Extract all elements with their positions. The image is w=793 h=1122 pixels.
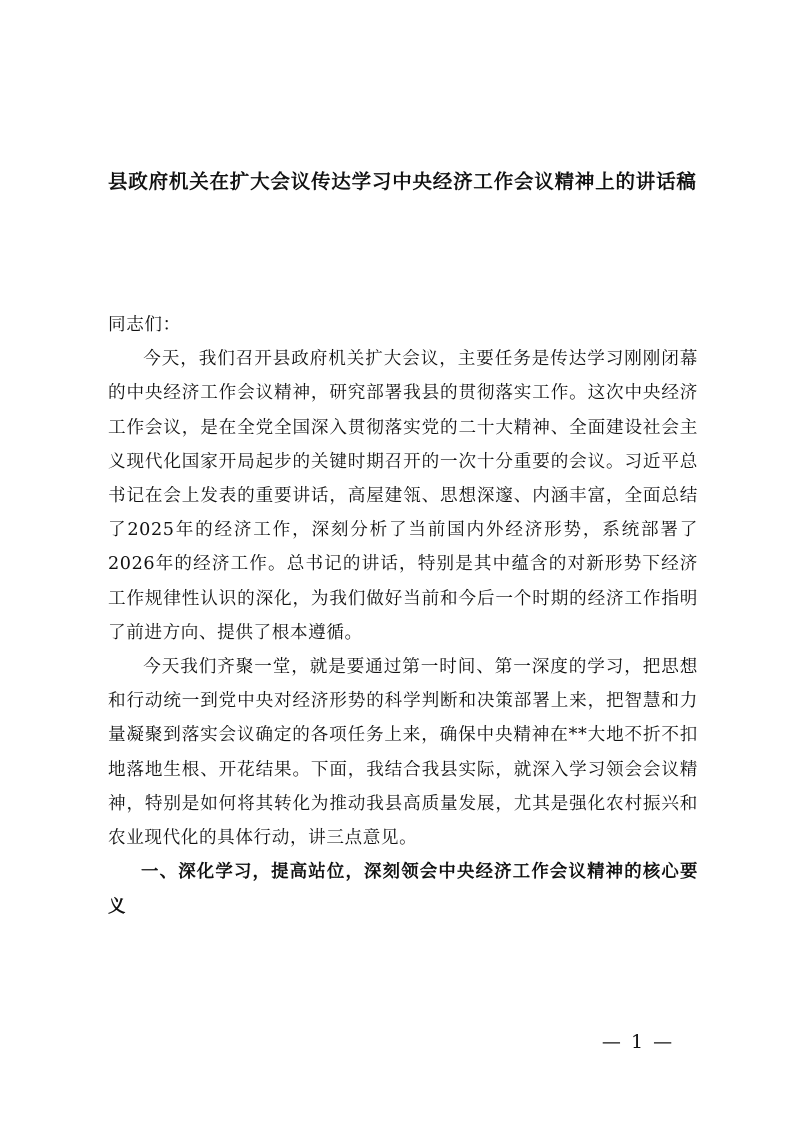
page-number: — 1 — xyxy=(601,1031,675,1053)
paragraph-opening: 今天，我们召开县政府机关扩大会议，主要任务是传达学习刚刚闭幕的中央经济工作会议精神，研究部署我县的贯彻落实工作。这次中央经济工作会议，是在全党全国深入贯彻落实党的二十大精神、全面建设社会主义现代化国家开局起步的关键时期召开的一次十分重要的会议。习近平总书记在会上发表的重要讲话，高屋建瓴、思想深邃、内涵丰富，全面总结了2025年的经济工作，深刻分析了当前国内外经济形势，系统部署了2026年的经济工作。总书记的讲话，特别是其中蕴含的对新形势下经济工作规律性认识的深化，为我们做好当前和今后一个时期的经济工作指明了前进方向、提供了根本遵循。 xyxy=(108,349,698,643)
paragraph-purpose: 今天我们齐聚一堂，就是要通过第一时间、第一深度的学习，把思想和行动统一到党中央对经济形势的科学判断和决策部署上来，把智慧和力量凝聚到落实会议确定的各项任务上来，确保中央精神在**大地不折不扣地落地生根、开花结果。下面，我结合我县实际，就深入学习领会会议精神，特别是如何将其转化为推动我县高质量发展，尤其是强化农村振兴和农业现代化的具体行动，讲三点意见。 xyxy=(108,657,698,849)
salutation: 同志们： xyxy=(108,315,181,335)
document-body xyxy=(108,308,698,924)
document-title: 县政府机关在扩大会议传达学习中央经济工作会议精神上的讲话稿 xyxy=(108,170,697,193)
section-heading-1: 一、深化学习，提高站位，深刻领会中央经济工作会议精神的核心要义 xyxy=(108,862,698,917)
